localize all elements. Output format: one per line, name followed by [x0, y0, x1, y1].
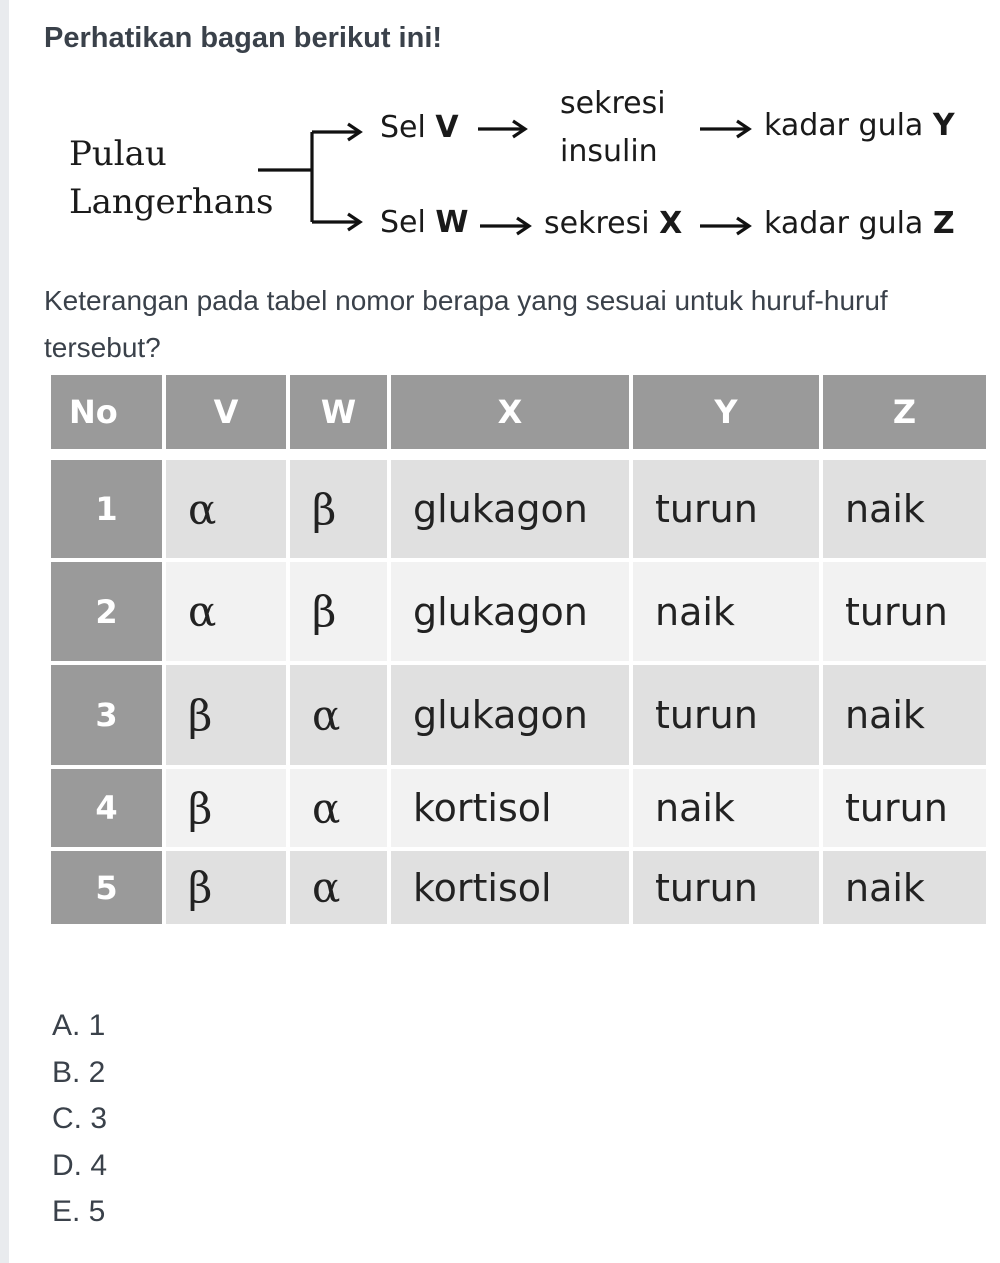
top-cell-node: [380, 110, 459, 145]
table-row: [51, 851, 986, 924]
cell-y: naik: [633, 562, 819, 661]
question-title: Perhatikan bagan berikut ini!: [44, 22, 443, 54]
cell-x: glukagon: [391, 665, 629, 765]
cell-v: β: [166, 769, 286, 847]
bottom-result-prefix: kadar gula: [764, 206, 924, 241]
table-row: [51, 665, 986, 765]
hormone-diagram: [0, 80, 1000, 260]
cell-x: glukagon: [391, 562, 629, 661]
origin-line-1: Pulau: [69, 134, 167, 174]
cell-v: β: [166, 665, 286, 765]
row-number: 1: [51, 460, 162, 558]
table-row: [51, 562, 986, 661]
cell-z: naik: [823, 460, 986, 558]
cell-w: β: [290, 460, 387, 558]
table-header-row: [51, 375, 986, 449]
bottom-cell-node: [380, 205, 468, 240]
bottom-secretion-node: [544, 206, 682, 241]
row-number: 2: [51, 562, 162, 661]
cell-y: turun: [633, 665, 819, 765]
cell-z: turun: [823, 769, 986, 847]
cell-v: β: [166, 851, 286, 924]
header-v: V: [166, 375, 286, 449]
header-z: Z: [823, 375, 986, 449]
label-x: X: [659, 206, 683, 241]
origin-line-2: Langerhans: [69, 182, 274, 222]
cell-z: naik: [823, 851, 986, 924]
cell-y: turun: [633, 460, 819, 558]
cell-z: naik: [823, 665, 986, 765]
cell-v: α: [166, 460, 286, 558]
top-secretion-line-2: insulin: [560, 134, 658, 169]
option-b[interactable]: B. 2: [52, 1055, 106, 1089]
label-v: V: [435, 110, 459, 145]
cell-x: kortisol: [391, 769, 629, 847]
header-y: Y: [633, 375, 819, 449]
cell-w: β: [290, 562, 387, 661]
option-d[interactable]: D. 4: [52, 1148, 108, 1182]
row-number: 3: [51, 665, 162, 765]
cell-z: turun: [823, 562, 986, 661]
row-number: 4: [51, 769, 162, 847]
header-w: W: [290, 375, 387, 449]
row-number: 5: [51, 851, 162, 924]
answer-table: [47, 371, 990, 928]
cell-x: glukagon: [391, 460, 629, 558]
table-row: [51, 769, 986, 847]
cell-y: turun: [633, 851, 819, 924]
question-text: Keterangan pada tabel nomor berapa yang sesuai untuk huruf-huruf tersebut?: [44, 285, 888, 363]
header-no: No: [51, 375, 162, 449]
top-result-prefix: kadar gula: [764, 108, 924, 143]
cell-w: α: [290, 665, 387, 765]
answer-options: [52, 1003, 107, 1236]
label-z: Z: [932, 206, 955, 241]
cell-y: naik: [633, 769, 819, 847]
cell-x: kortisol: [391, 851, 629, 924]
label-w: W: [435, 205, 469, 240]
cell-w: α: [290, 769, 387, 847]
cell-v: α: [166, 562, 286, 661]
bottom-cell-prefix: Sel: [380, 205, 426, 240]
table-row: [51, 460, 986, 558]
table-spacer: [51, 453, 986, 456]
bottom-secretion-prefix: sekresi: [544, 206, 650, 241]
label-y: Y: [932, 108, 955, 143]
top-secretion-line-1: sekresi: [560, 86, 666, 121]
cell-w: α: [290, 851, 387, 924]
bottom-result-node: [764, 206, 955, 241]
header-x: X: [391, 375, 629, 449]
option-a[interactable]: A. 1: [52, 1009, 106, 1042]
option-e[interactable]: E. 5: [52, 1195, 106, 1228]
top-result-node: [764, 108, 955, 143]
top-cell-prefix: Sel: [380, 110, 426, 145]
option-c[interactable]: C. 3: [52, 1102, 108, 1135]
